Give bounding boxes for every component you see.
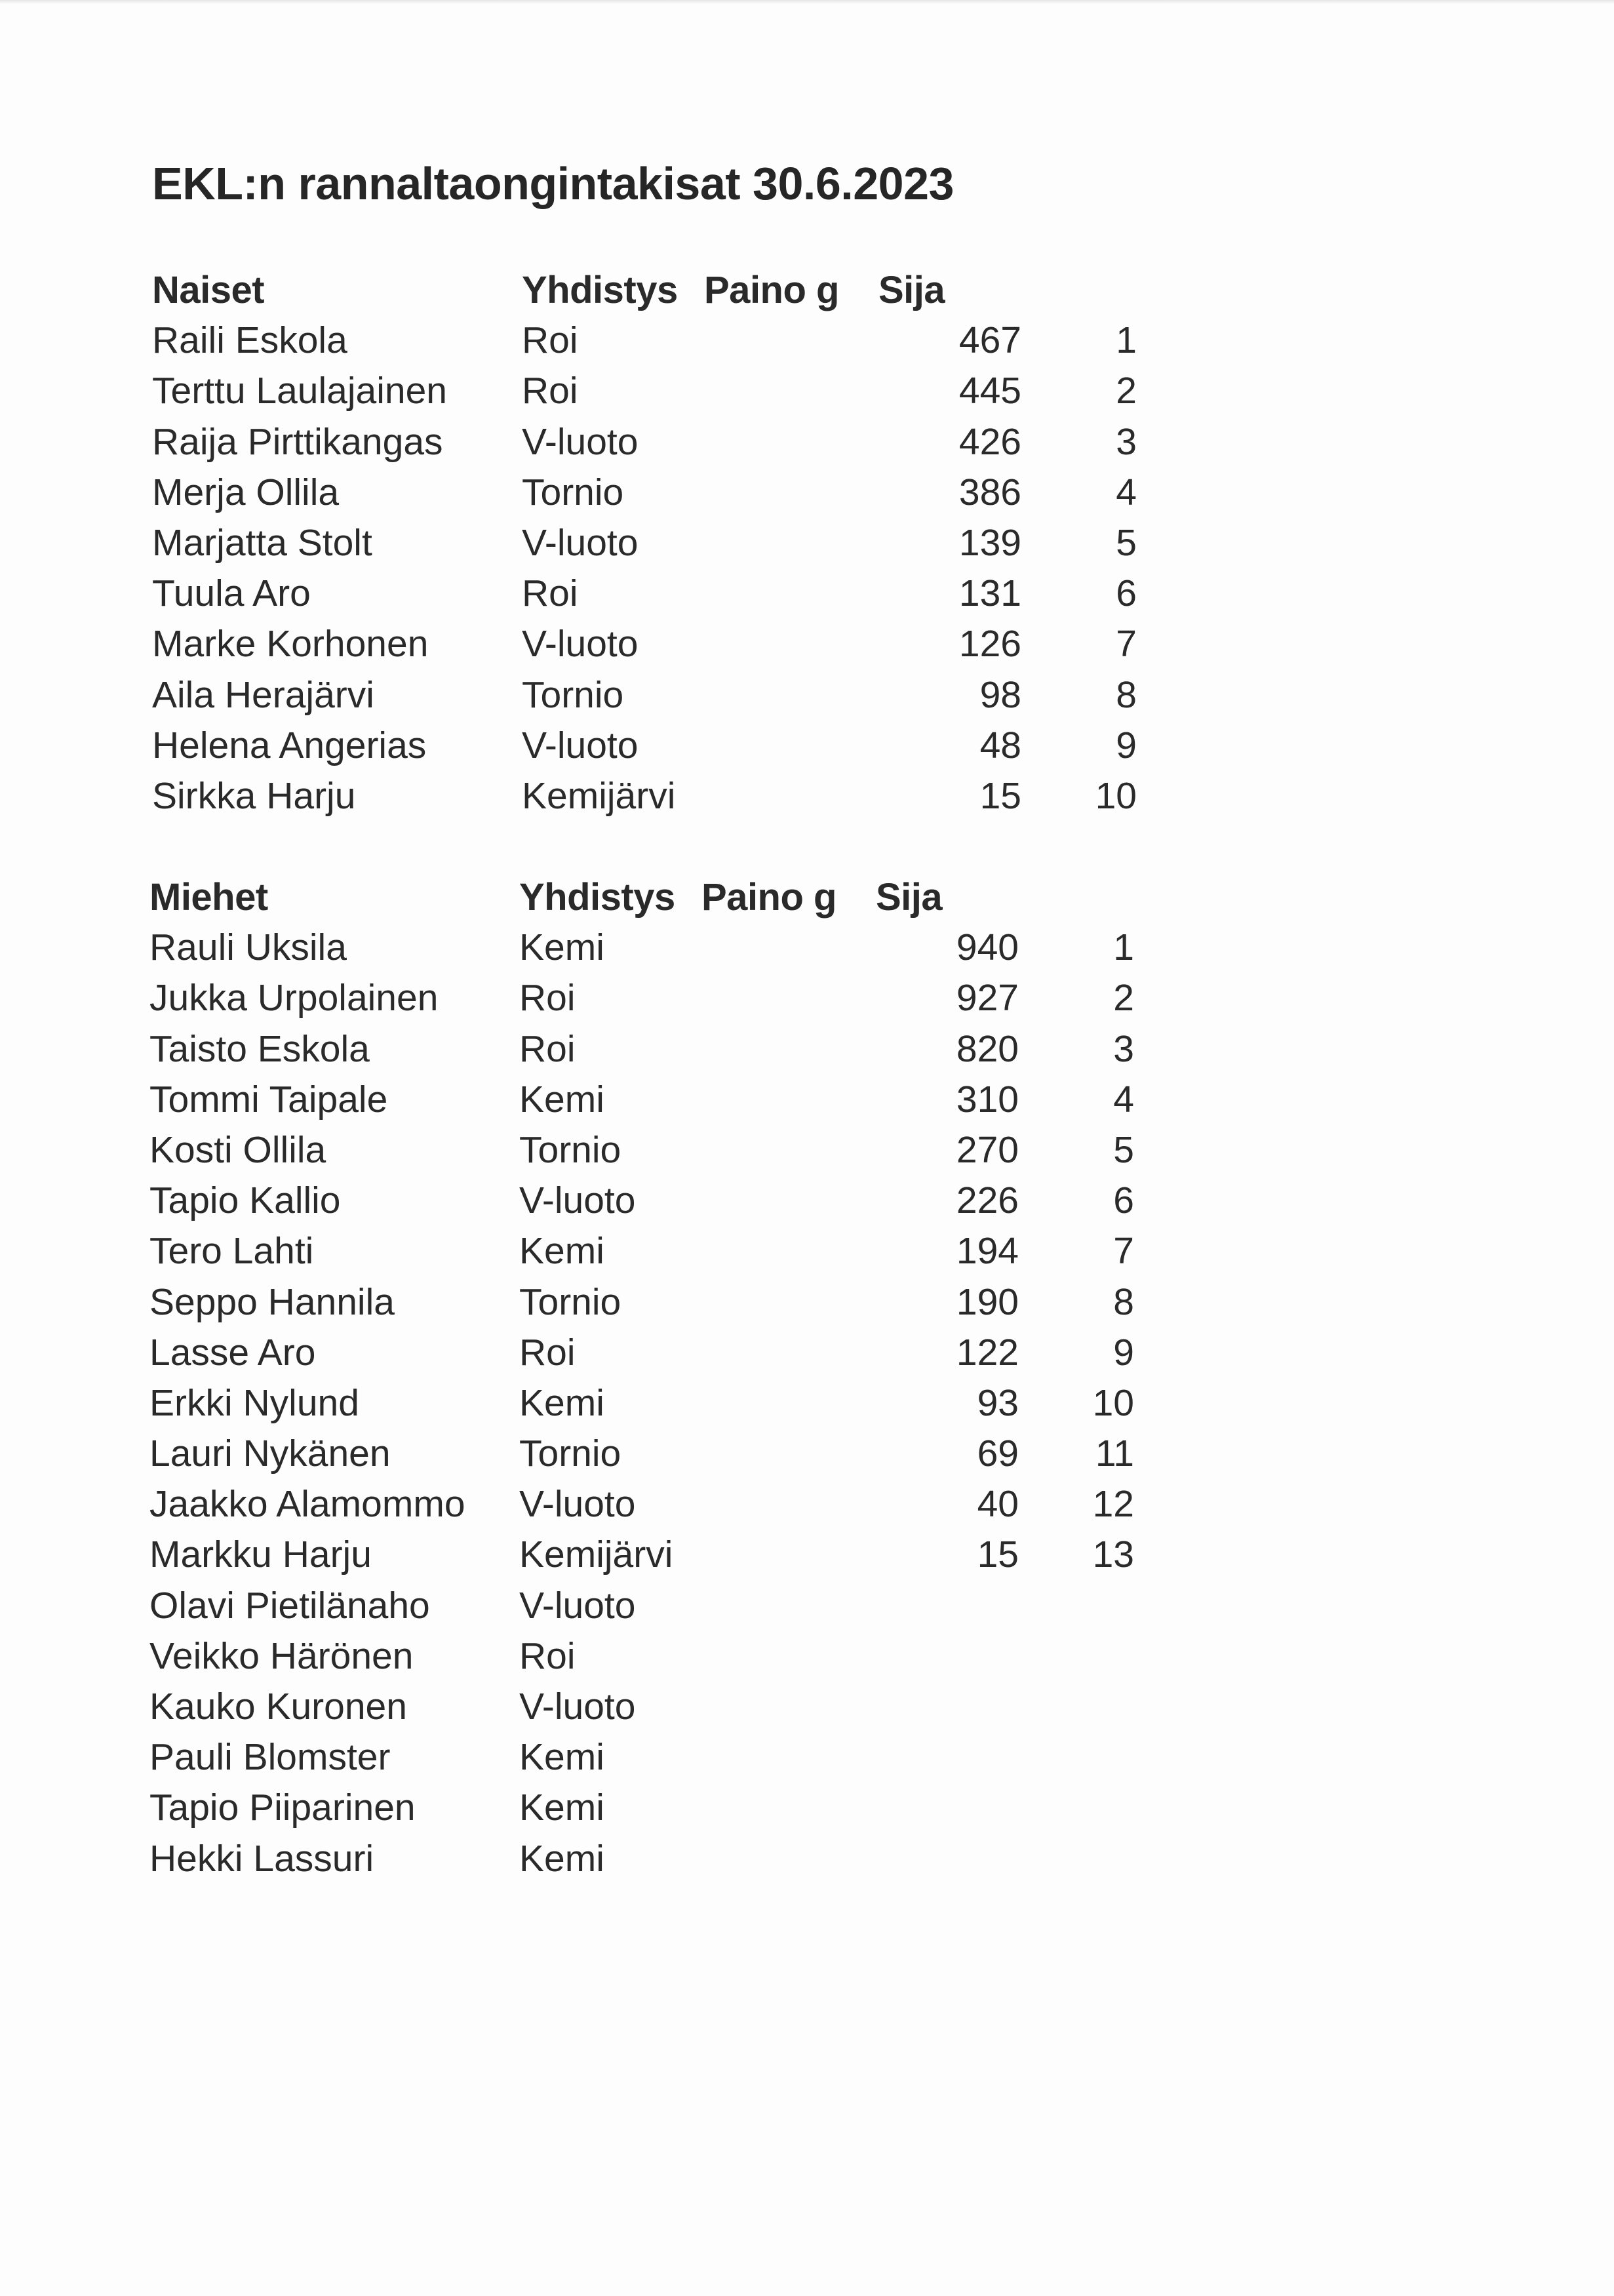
cell-rank: 6	[1116, 572, 1137, 615]
cell-name: Hekki Lassuri	[149, 1837, 374, 1880]
table-row	[149, 315, 1137, 366]
table-row	[149, 721, 1137, 771]
cell-rank: 3	[1116, 420, 1137, 463]
table-row	[147, 1226, 1134, 1277]
table-row	[149, 467, 1137, 518]
table-body	[149, 315, 1137, 821]
table-header	[147, 872, 999, 922]
cell-rank: 13	[1092, 1534, 1134, 1576]
cell-rank: 4	[1113, 1078, 1134, 1120]
cell-name: Jaakko Alamommo	[149, 1483, 465, 1526]
cell-weight: 386	[958, 471, 1021, 513]
cell-club: V-luoto	[519, 1179, 636, 1222]
cell-weight: 310	[956, 1078, 1019, 1120]
cell-name: Erkki Nylund	[149, 1381, 359, 1424]
cell-club: V-luoto	[522, 521, 639, 564]
cell-weight: 927	[956, 977, 1019, 1019]
cell-rank: 3	[1113, 1027, 1134, 1070]
header-weight: Paino g	[701, 876, 837, 919]
results-table-miehet	[147, 872, 1134, 1884]
cell-club: Roi	[519, 977, 576, 1019]
table-header	[149, 265, 1002, 315]
table-row	[147, 1631, 999, 1682]
cell-weight: 270	[956, 1128, 1019, 1171]
cell-club: V-luoto	[522, 623, 639, 665]
table-row	[149, 366, 1137, 416]
cell-rank: 1	[1113, 926, 1134, 969]
cell-club: Kemi	[519, 926, 604, 969]
header-category: Naiset	[152, 269, 265, 311]
cell-weight: 226	[956, 1179, 1019, 1222]
cell-name: Aila Herajärvi	[152, 673, 374, 716]
table-row	[147, 1429, 1134, 1479]
cell-weight: 445	[958, 370, 1021, 412]
cell-name: Lauri Nykänen	[149, 1433, 391, 1475]
table-row	[147, 1479, 1134, 1530]
table-row	[149, 771, 1137, 821]
cell-name: Terttu Laulajainen	[152, 370, 447, 412]
table-row	[149, 568, 1137, 619]
cell-name: Marke Korhonen	[152, 623, 429, 665]
header-weight: Paino g	[704, 269, 839, 311]
cell-weight: 820	[956, 1027, 1019, 1070]
table-row	[147, 1176, 1134, 1226]
cell-rank: 5	[1113, 1128, 1134, 1171]
cell-name: Veikko Härönen	[149, 1634, 414, 1677]
cell-weight: 467	[958, 319, 1021, 362]
cell-rank: 9	[1113, 1331, 1134, 1374]
table-row	[147, 1682, 999, 1732]
cell-weight: 40	[977, 1483, 1019, 1526]
cell-name: Seppo Hannila	[149, 1280, 395, 1323]
cell-club: V-luoto	[519, 1483, 636, 1526]
cell-rank: 2	[1113, 977, 1134, 1019]
table-row	[149, 417, 1137, 467]
table-row	[147, 1581, 999, 1631]
cell-club: V-luoto	[519, 1686, 636, 1728]
cell-rank: 10	[1095, 774, 1137, 817]
cell-rank: 4	[1116, 471, 1137, 513]
cell-rank: 1	[1116, 319, 1137, 362]
table-row	[147, 1732, 999, 1783]
cell-rank: 7	[1116, 623, 1137, 665]
cell-club: Roi	[522, 572, 578, 615]
table-row	[147, 922, 1134, 973]
cell-rank: 5	[1116, 521, 1137, 564]
cell-club: Roi	[522, 370, 578, 412]
cell-name: Kauko Kuronen	[149, 1686, 407, 1728]
cell-club: Kemi	[519, 1078, 604, 1120]
cell-rank: 9	[1116, 724, 1137, 766]
cell-name: Raija Pirttikangas	[152, 420, 443, 463]
header-club: Yhdistys	[519, 876, 675, 919]
cell-name: Tapio Piiparinen	[149, 1787, 416, 1829]
cell-rank: 6	[1113, 1179, 1134, 1222]
table-row	[147, 1075, 1134, 1125]
cell-weight: 131	[958, 572, 1021, 615]
cell-club: Tornio	[522, 471, 624, 513]
cell-rank: 8	[1116, 673, 1137, 716]
cell-club: Roi	[519, 1634, 576, 1677]
cell-name: Markku Harju	[149, 1534, 372, 1576]
cell-weight: 98	[979, 673, 1021, 716]
cell-club: Kemi	[519, 1736, 604, 1779]
cell-name: Tuula Aro	[152, 572, 311, 615]
cell-rank: 11	[1095, 1433, 1134, 1475]
table-body	[147, 922, 1134, 1884]
cell-rank: 8	[1113, 1280, 1134, 1323]
cell-club: V-luoto	[522, 420, 639, 463]
header-category: Miehet	[149, 876, 268, 919]
table-row	[147, 1125, 1134, 1176]
cell-name: Taisto Eskola	[149, 1027, 370, 1070]
table-row	[147, 1378, 1134, 1429]
table-row	[147, 1834, 999, 1884]
cell-weight: 48	[979, 724, 1021, 766]
cell-club: V-luoto	[522, 724, 639, 766]
cell-club: Roi	[519, 1027, 576, 1070]
cell-club: Kemi	[519, 1837, 604, 1880]
cell-weight: 15	[977, 1534, 1019, 1576]
cell-weight: 126	[958, 623, 1021, 665]
cell-name: Tero Lahti	[149, 1230, 314, 1273]
cell-name: Marjatta Stolt	[152, 521, 372, 564]
cell-name: Sirkka Harju	[152, 774, 356, 817]
cell-club: Kemi	[519, 1787, 604, 1829]
cell-name: Raili Eskola	[152, 319, 347, 362]
table-row	[149, 670, 1137, 721]
table-row	[149, 619, 1137, 669]
cell-name: Lasse Aro	[149, 1331, 316, 1374]
scan-top-edge	[0, 0, 1614, 4]
cell-weight: 15	[979, 774, 1021, 817]
cell-name: Tommi Taipale	[149, 1078, 388, 1120]
cell-weight: 139	[958, 521, 1021, 564]
cell-rank: 12	[1092, 1483, 1134, 1526]
cell-weight: 940	[956, 926, 1019, 969]
cell-rank: 2	[1116, 370, 1137, 412]
table-row	[147, 973, 1134, 1023]
cell-name: Rauli Uksila	[149, 926, 347, 969]
cell-weight: 93	[977, 1381, 1019, 1424]
cell-weight: 426	[958, 420, 1021, 463]
table-row	[147, 1024, 1134, 1075]
page-title: EKL:n rannaltaongintakisat 30.6.2023	[152, 158, 954, 209]
cell-weight: 194	[956, 1230, 1019, 1273]
cell-name: Merja Ollila	[152, 471, 340, 513]
cell-club: Tornio	[519, 1280, 621, 1323]
cell-club: Kemijärvi	[519, 1534, 673, 1576]
cell-club: Roi	[519, 1331, 576, 1374]
cell-weight: 69	[977, 1433, 1019, 1475]
cell-club: Kemi	[519, 1230, 604, 1273]
header-rank: Sija	[878, 269, 945, 311]
header-rank: Sija	[876, 876, 943, 919]
cell-club: Kemijärvi	[522, 774, 676, 817]
cell-club: Roi	[522, 319, 578, 362]
cell-club: Tornio	[522, 673, 624, 716]
cell-weight: 190	[956, 1280, 1019, 1323]
cell-club: Tornio	[519, 1433, 621, 1475]
cell-name: Jukka Urpolainen	[149, 977, 439, 1019]
cell-club: V-luoto	[519, 1584, 636, 1627]
cell-name: Tapio Kallio	[149, 1179, 341, 1222]
cell-rank: 7	[1113, 1230, 1134, 1273]
cell-name: Pauli Blomster	[149, 1736, 391, 1779]
cell-name: Helena Angerias	[152, 724, 427, 766]
table-row	[147, 1277, 1134, 1328]
table-row	[147, 1328, 1134, 1378]
cell-name: Kosti Ollila	[149, 1128, 326, 1171]
table-row	[147, 1530, 1134, 1580]
cell-weight: 122	[956, 1331, 1019, 1374]
cell-name: Olavi Pietilänaho	[149, 1584, 430, 1627]
cell-club: Tornio	[519, 1128, 621, 1171]
results-table-naiset	[149, 265, 1137, 821]
cell-club: Kemi	[519, 1381, 604, 1424]
header-club: Yhdistys	[522, 269, 678, 311]
cell-rank: 10	[1092, 1381, 1134, 1424]
table-row	[149, 518, 1137, 568]
table-row	[147, 1783, 999, 1833]
